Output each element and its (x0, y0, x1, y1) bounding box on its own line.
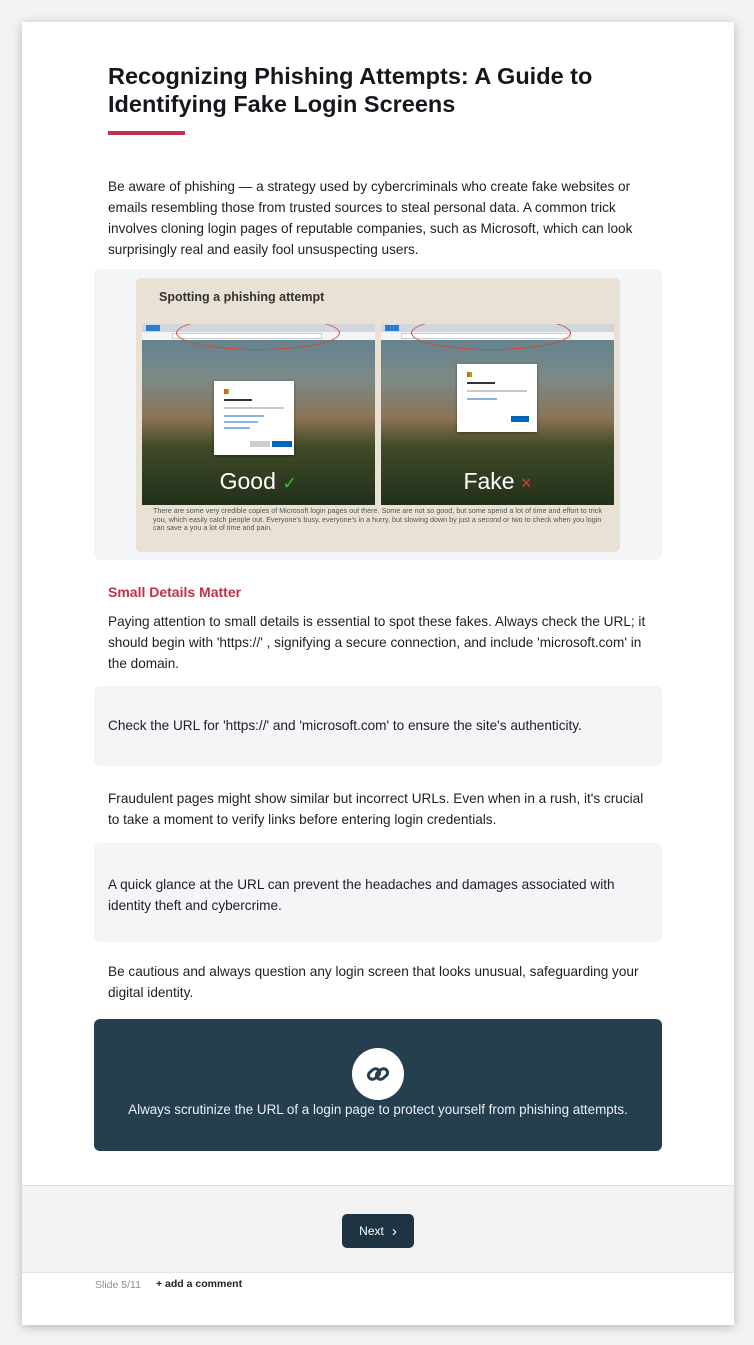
callout-text: Check the URL for 'https://' and 'microsoft.com' to ensure the site's authenticity. (108, 718, 582, 733)
slide-counter: Slide 5/11 (95, 1279, 141, 1291)
phishing-comparison-image (136, 278, 620, 552)
next-button-label: Next (359, 1224, 384, 1238)
url-highlight-oval (411, 324, 571, 350)
login-dialog (457, 364, 537, 432)
callout-text: A quick glance at the URL can prevent the headaches and damages associated with identity theft and cybercrime. (108, 877, 615, 913)
good-verdict (142, 468, 375, 495)
paragraph-caution: Be cautious and always question any login screen that looks unusual, safeguarding your digital identity. (108, 964, 639, 1000)
section-heading: Small Details Matter (108, 584, 242, 600)
chevron-right-icon: › (391, 1222, 397, 1240)
page-title: Recognizing Phishing Attempts: A Guide to Identifying Fake Login Screens (108, 63, 593, 117)
lesson-page (22, 22, 734, 1325)
fake-verdict (381, 468, 614, 495)
callout-box (94, 686, 662, 766)
add-comment-link[interactable]: + add a comment (156, 1278, 243, 1290)
title-accent-bar (108, 131, 185, 135)
cross-icon: × (521, 473, 532, 493)
section-paragraph: Paying attention to small details is essential to spot these fakes. Always check the URL; it should begin with 'https://' , signifying a secure connection, and include 'microsoft.com' in the domain. (108, 614, 646, 671)
callout-box (94, 843, 662, 942)
fake-label: Fake (463, 468, 515, 494)
next-button[interactable] (342, 1214, 414, 1248)
paragraph-urls: Fraudulent pages might show similar but incorrect URLs. Even when in a rush, it's crucial to take a moment to verify links before entering login credentials. (108, 791, 644, 827)
url-highlight-oval (176, 324, 340, 350)
good-label: Good (219, 468, 276, 494)
key-takeaway-card (94, 1019, 662, 1151)
image-heading: Spotting a phishing attempt (159, 290, 325, 304)
key-takeaway-text: Always scrutinize the URL of a login page to protect yourself from phishing attempts. (128, 1102, 628, 1117)
image-panel (94, 269, 662, 560)
check-icon: ✓ (282, 473, 298, 493)
intro-paragraph: Be aware of phishing — a strategy used by cybercriminals who create fake websites or emails resembling those from trusted sources to steal personal data. A common trick involves cloning login pages of reputable companies, such as Microsoft, which can look surprisingly real and easily fool unsuspecting users. (108, 179, 633, 257)
image-caption: There are some very credible copies of Microsoft login pages out there. Some are not so good, but some spend a lot of time and effort to trick you, which easily catch people out. Everyone's busy, everyone's in a hurry, but slowing down by just a second or two to check when you login can save a you a lot of time and pain. (153, 506, 602, 533)
login-dialog (214, 381, 294, 455)
navigation-bar (22, 1185, 734, 1273)
fake-login-screenshot (381, 324, 614, 505)
link-icon (352, 1048, 404, 1100)
genuine-login-screenshot (142, 324, 375, 505)
